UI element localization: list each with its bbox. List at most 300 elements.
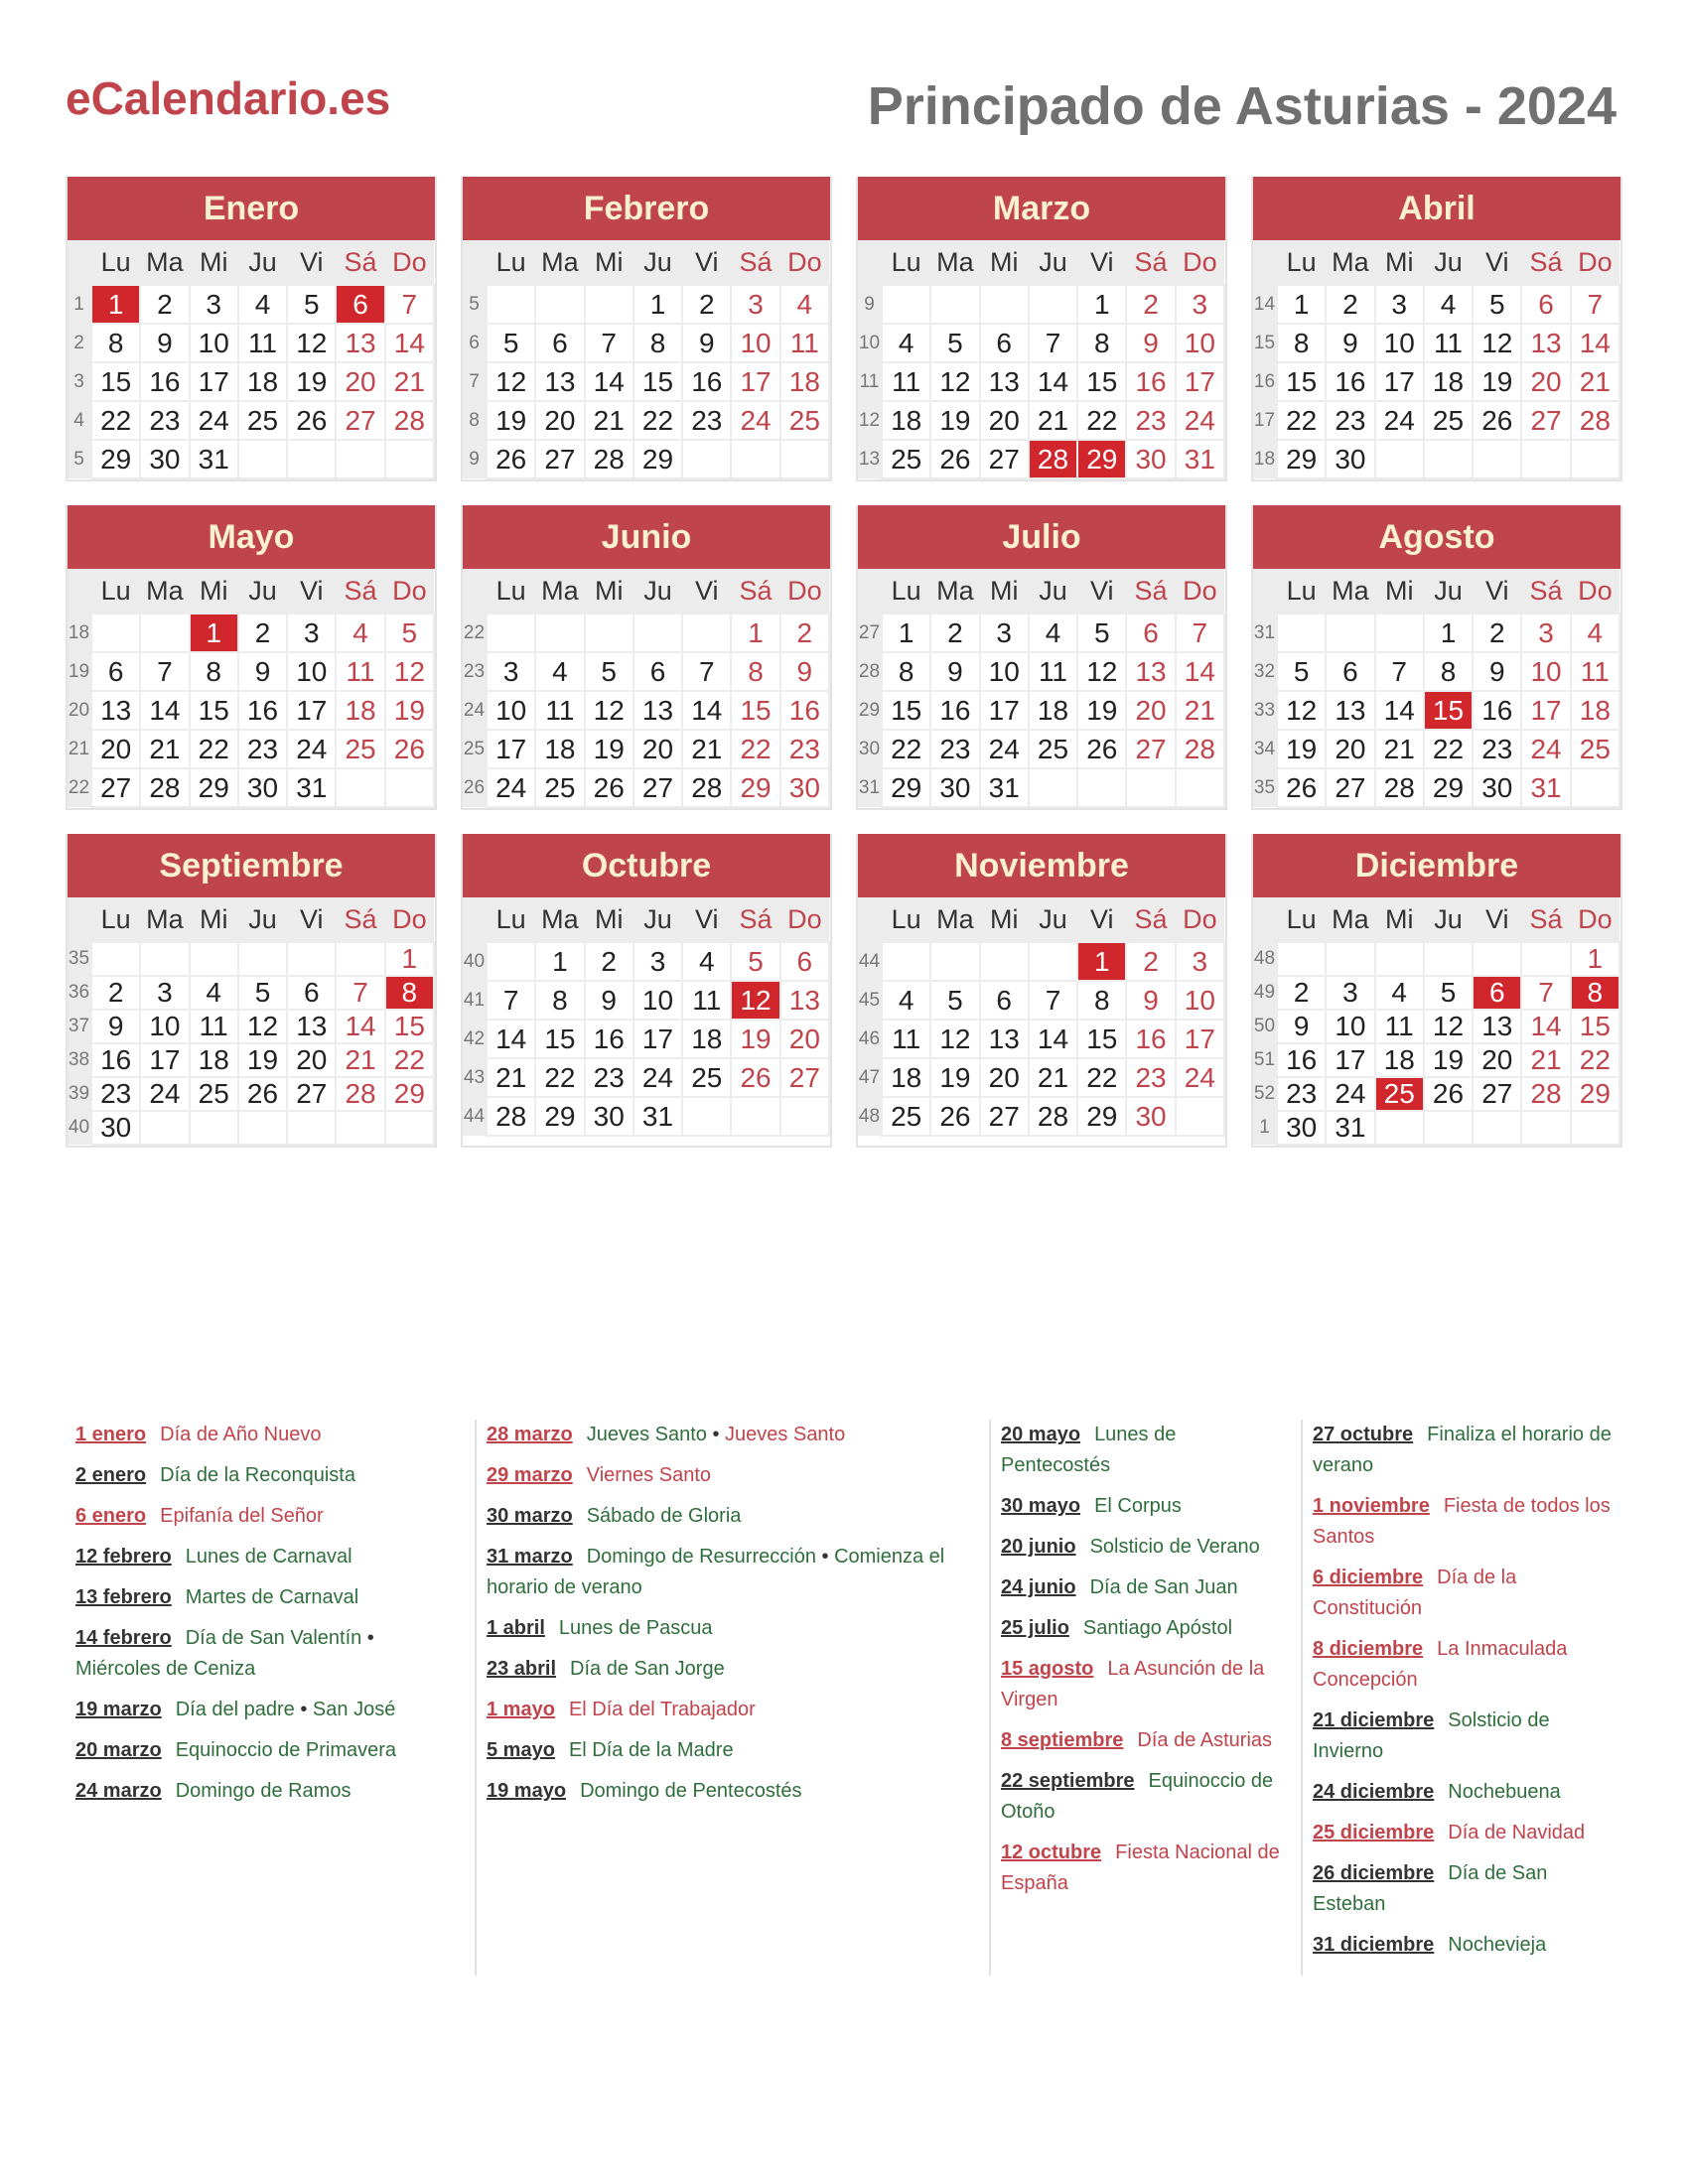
day-cell[interactable]: 20 (980, 401, 1029, 440)
day-cell[interactable]: 14 (1029, 1020, 1077, 1058)
holiday-date[interactable]: 31 marzo (487, 1546, 573, 1568)
day-cell[interactable]: 6 (535, 324, 584, 362)
day-cell[interactable]: 18 (882, 1058, 930, 1097)
day-cell[interactable]: 17 (190, 362, 238, 401)
day-cell[interactable]: 16 (91, 1043, 140, 1077)
day-cell[interactable]: 12 (1077, 652, 1126, 691)
day-cell[interactable]: 8 (1077, 981, 1126, 1020)
day-cell[interactable]: 20 (1473, 1043, 1521, 1077)
day-cell[interactable]: 18 (336, 691, 384, 730)
day-cell[interactable]: 25 (1424, 401, 1473, 440)
day-cell[interactable]: 2 (682, 285, 731, 324)
day-cell[interactable]: 7 (1571, 285, 1619, 324)
day-cell[interactable]: 10 (1375, 324, 1424, 362)
day-cell[interactable]: 3 (140, 976, 189, 1010)
day-cell[interactable]: 23 (930, 730, 979, 768)
day-cell[interactable]: 28 (385, 401, 434, 440)
day-cell[interactable]: 5 (1077, 614, 1126, 652)
day-cell[interactable]: 24 (1521, 730, 1570, 768)
day-cell[interactable]: 11 (1029, 652, 1077, 691)
holiday-date[interactable]: 1 mayo (487, 1699, 555, 1720)
day-cell[interactable]: 30 (780, 768, 829, 807)
holiday-date[interactable]: 12 octubre (1001, 1842, 1102, 1863)
day-cell[interactable]: 29 (1277, 440, 1326, 478)
day-cell[interactable]: 5 (731, 942, 779, 981)
day-cell[interactable]: 1 (731, 614, 779, 652)
day-cell[interactable]: 22 (1077, 401, 1126, 440)
day-cell[interactable]: 12 (930, 1020, 979, 1058)
day-cell[interactable]: 17 (633, 1020, 682, 1058)
day-cell[interactable]: 25 (190, 1077, 238, 1111)
day-cell[interactable]: 14 (336, 1010, 384, 1043)
day-cell[interactable]: 9 (682, 324, 731, 362)
day-cell[interactable]: 19 (287, 362, 336, 401)
day-cell[interactable]: 10 (1521, 652, 1570, 691)
day-cell[interactable]: 12 (1277, 691, 1326, 730)
day-cell[interactable]: 17 (980, 691, 1029, 730)
day-cell[interactable]: 29 (1077, 1097, 1126, 1136)
day-cell[interactable]: 14 (1375, 691, 1424, 730)
day-cell[interactable]: 15 (633, 362, 682, 401)
day-cell[interactable]: 15 (385, 1010, 434, 1043)
day-cell[interactable]: 7 (1029, 324, 1077, 362)
day-cell[interactable]: 22 (385, 1043, 434, 1077)
day-cell[interactable]: 25 (336, 730, 384, 768)
day-cell[interactable]: 20 (980, 1058, 1029, 1097)
day-cell[interactable]: 1 (385, 942, 434, 976)
day-cell[interactable]: 8 (1277, 324, 1326, 362)
holiday-date[interactable]: 30 marzo (487, 1505, 573, 1527)
day-cell[interactable]: 8 (385, 976, 434, 1010)
day-cell[interactable]: 14 (140, 691, 189, 730)
day-cell[interactable]: 2 (238, 614, 287, 652)
day-cell[interactable]: 19 (1424, 1043, 1473, 1077)
day-cell[interactable]: 11 (780, 324, 829, 362)
day-cell[interactable]: 13 (1326, 691, 1374, 730)
day-cell[interactable]: 29 (1077, 440, 1126, 478)
day-cell[interactable]: 29 (535, 1097, 584, 1136)
day-cell[interactable]: 21 (1029, 401, 1077, 440)
day-cell[interactable]: 6 (980, 981, 1029, 1020)
day-cell[interactable]: 3 (731, 285, 779, 324)
day-cell[interactable]: 16 (1277, 1043, 1326, 1077)
day-cell[interactable]: 6 (336, 285, 384, 324)
day-cell[interactable]: 29 (731, 768, 779, 807)
day-cell[interactable]: 21 (1176, 691, 1224, 730)
day-cell[interactable]: 28 (682, 768, 731, 807)
day-cell[interactable]: 19 (1077, 691, 1126, 730)
day-cell[interactable]: 1 (1077, 942, 1126, 981)
day-cell[interactable]: 16 (930, 691, 979, 730)
holiday-date[interactable]: 28 marzo (487, 1424, 573, 1445)
day-cell[interactable]: 14 (585, 362, 633, 401)
day-cell[interactable]: 16 (1473, 691, 1521, 730)
day-cell[interactable]: 5 (930, 324, 979, 362)
day-cell[interactable]: 15 (731, 691, 779, 730)
day-cell[interactable]: 2 (91, 976, 140, 1010)
holiday-date[interactable]: 6 enero (75, 1505, 147, 1527)
day-cell[interactable]: 17 (140, 1043, 189, 1077)
holiday-date[interactable]: 24 diciembre (1313, 1781, 1435, 1803)
day-cell[interactable]: 28 (585, 440, 633, 478)
day-cell[interactable]: 12 (930, 362, 979, 401)
day-cell[interactable]: 16 (1326, 362, 1374, 401)
holiday-date[interactable]: 2 enero (75, 1464, 147, 1486)
day-cell[interactable]: 13 (287, 1010, 336, 1043)
day-cell[interactable]: 26 (1277, 768, 1326, 807)
day-cell[interactable]: 2 (1277, 976, 1326, 1010)
day-cell[interactable]: 30 (585, 1097, 633, 1136)
day-cell[interactable]: 30 (930, 768, 979, 807)
holiday-date[interactable]: 27 octubre (1313, 1424, 1414, 1445)
day-cell[interactable]: 8 (535, 981, 584, 1020)
day-cell[interactable]: 13 (91, 691, 140, 730)
day-cell[interactable]: 4 (336, 614, 384, 652)
day-cell[interactable]: 31 (1176, 440, 1224, 478)
day-cell[interactable]: 10 (190, 324, 238, 362)
day-cell[interactable]: 12 (1473, 324, 1521, 362)
day-cell[interactable]: 10 (487, 691, 535, 730)
day-cell[interactable]: 28 (487, 1097, 535, 1136)
day-cell[interactable]: 4 (682, 942, 731, 981)
day-cell[interactable]: 8 (633, 324, 682, 362)
day-cell[interactable]: 23 (1326, 401, 1374, 440)
day-cell[interactable]: 30 (1277, 1111, 1326, 1145)
day-cell[interactable]: 9 (140, 324, 189, 362)
day-cell[interactable]: 3 (1176, 942, 1224, 981)
day-cell[interactable]: 9 (1277, 1010, 1326, 1043)
day-cell[interactable]: 27 (980, 1097, 1029, 1136)
day-cell[interactable]: 7 (1521, 976, 1570, 1010)
day-cell[interactable]: 20 (780, 1020, 829, 1058)
day-cell[interactable]: 15 (535, 1020, 584, 1058)
day-cell[interactable]: 29 (190, 768, 238, 807)
day-cell[interactable]: 6 (1126, 614, 1175, 652)
day-cell[interactable]: 27 (980, 440, 1029, 478)
day-cell[interactable]: 24 (140, 1077, 189, 1111)
day-cell[interactable]: 13 (1473, 1010, 1521, 1043)
day-cell[interactable]: 10 (731, 324, 779, 362)
day-cell[interactable]: 17 (1521, 691, 1570, 730)
day-cell[interactable]: 22 (1571, 1043, 1619, 1077)
day-cell[interactable]: 6 (633, 652, 682, 691)
day-cell[interactable]: 19 (385, 691, 434, 730)
day-cell[interactable]: 7 (487, 981, 535, 1020)
day-cell[interactable]: 19 (1277, 730, 1326, 768)
day-cell[interactable]: 19 (1473, 362, 1521, 401)
day-cell[interactable]: 13 (1126, 652, 1175, 691)
day-cell[interactable]: 23 (682, 401, 731, 440)
day-cell[interactable]: 15 (882, 691, 930, 730)
day-cell[interactable]: 8 (1424, 652, 1473, 691)
day-cell[interactable]: 6 (780, 942, 829, 981)
day-cell[interactable]: 15 (1277, 362, 1326, 401)
day-cell[interactable]: 14 (1521, 1010, 1570, 1043)
day-cell[interactable]: 9 (780, 652, 829, 691)
day-cell[interactable]: 9 (1126, 324, 1175, 362)
holiday-date[interactable]: 15 agosto (1001, 1658, 1094, 1680)
day-cell[interactable]: 19 (731, 1020, 779, 1058)
day-cell[interactable]: 12 (1424, 1010, 1473, 1043)
day-cell[interactable]: 29 (385, 1077, 434, 1111)
day-cell[interactable]: 27 (336, 401, 384, 440)
day-cell[interactable]: 1 (1424, 614, 1473, 652)
holiday-date[interactable]: 25 julio (1001, 1617, 1069, 1639)
day-cell[interactable]: 18 (535, 730, 584, 768)
day-cell[interactable]: 20 (336, 362, 384, 401)
day-cell[interactable]: 31 (287, 768, 336, 807)
day-cell[interactable]: 29 (1424, 768, 1473, 807)
day-cell[interactable]: 21 (1029, 1058, 1077, 1097)
day-cell[interactable]: 2 (140, 285, 189, 324)
day-cell[interactable]: 4 (190, 976, 238, 1010)
day-cell[interactable]: 7 (1029, 981, 1077, 1020)
day-cell[interactable]: 17 (1375, 362, 1424, 401)
day-cell[interactable]: 27 (633, 768, 682, 807)
day-cell[interactable]: 28 (1029, 1097, 1077, 1136)
day-cell[interactable]: 22 (731, 730, 779, 768)
day-cell[interactable]: 29 (882, 768, 930, 807)
day-cell[interactable]: 21 (336, 1043, 384, 1077)
day-cell[interactable]: 20 (1521, 362, 1570, 401)
day-cell[interactable]: 22 (190, 730, 238, 768)
holiday-date[interactable]: 25 diciembre (1313, 1822, 1435, 1843)
day-cell[interactable]: 4 (1424, 285, 1473, 324)
day-cell[interactable]: 15 (1077, 1020, 1126, 1058)
day-cell[interactable]: 15 (91, 362, 140, 401)
day-cell[interactable]: 24 (1375, 401, 1424, 440)
holiday-date[interactable]: 1 enero (75, 1424, 147, 1445)
day-cell[interactable]: 12 (731, 981, 779, 1020)
day-cell[interactable]: 1 (535, 942, 584, 981)
day-cell[interactable]: 13 (780, 981, 829, 1020)
day-cell[interactable]: 28 (1029, 440, 1077, 478)
day-cell[interactable]: 4 (535, 652, 584, 691)
day-cell[interactable]: 31 (633, 1097, 682, 1136)
holiday-date[interactable]: 30 mayo (1001, 1495, 1081, 1517)
day-cell[interactable]: 1 (1277, 285, 1326, 324)
day-cell[interactable]: 6 (1326, 652, 1374, 691)
day-cell[interactable]: 9 (930, 652, 979, 691)
day-cell[interactable]: 27 (535, 440, 584, 478)
day-cell[interactable]: 3 (190, 285, 238, 324)
day-cell[interactable]: 11 (535, 691, 584, 730)
holiday-date[interactable]: 1 noviembre (1313, 1495, 1430, 1517)
day-cell[interactable]: 18 (1571, 691, 1619, 730)
day-cell[interactable]: 26 (930, 440, 979, 478)
day-cell[interactable]: 9 (1326, 324, 1374, 362)
day-cell[interactable]: 9 (91, 1010, 140, 1043)
day-cell[interactable]: 27 (1126, 730, 1175, 768)
holiday-date[interactable]: 19 mayo (487, 1780, 567, 1802)
day-cell[interactable]: 25 (882, 440, 930, 478)
day-cell[interactable]: 16 (140, 362, 189, 401)
day-cell[interactable]: 11 (190, 1010, 238, 1043)
day-cell[interactable]: 26 (487, 440, 535, 478)
day-cell[interactable]: 9 (238, 652, 287, 691)
day-cell[interactable]: 5 (238, 976, 287, 1010)
day-cell[interactable]: 11 (1375, 1010, 1424, 1043)
holiday-date[interactable]: 1 abril (487, 1617, 545, 1639)
day-cell[interactable]: 15 (1077, 362, 1126, 401)
day-cell[interactable]: 10 (980, 652, 1029, 691)
holiday-date[interactable]: 20 junio (1001, 1536, 1076, 1558)
day-cell[interactable]: 15 (190, 691, 238, 730)
day-cell[interactable]: 26 (385, 730, 434, 768)
day-cell[interactable]: 14 (1176, 652, 1224, 691)
day-cell[interactable]: 15 (1571, 1010, 1619, 1043)
day-cell[interactable]: 26 (731, 1058, 779, 1097)
day-cell[interactable]: 18 (682, 1020, 731, 1058)
day-cell[interactable]: 1 (882, 614, 930, 652)
day-cell[interactable]: 30 (1326, 440, 1374, 478)
day-cell[interactable]: 21 (385, 362, 434, 401)
day-cell[interactable]: 18 (238, 362, 287, 401)
day-cell[interactable]: 1 (1077, 285, 1126, 324)
day-cell[interactable]: 11 (1571, 652, 1619, 691)
day-cell[interactable]: 5 (1424, 976, 1473, 1010)
day-cell[interactable]: 11 (682, 981, 731, 1020)
day-cell[interactable]: 1 (633, 285, 682, 324)
holiday-date[interactable]: 21 diciembre (1313, 1709, 1435, 1731)
day-cell[interactable]: 13 (1521, 324, 1570, 362)
day-cell[interactable]: 23 (780, 730, 829, 768)
day-cell[interactable]: 26 (287, 401, 336, 440)
day-cell[interactable]: 8 (190, 652, 238, 691)
day-cell[interactable]: 26 (1473, 401, 1521, 440)
day-cell[interactable]: 20 (1326, 730, 1374, 768)
day-cell[interactable]: 10 (1176, 324, 1224, 362)
day-cell[interactable]: 24 (287, 730, 336, 768)
day-cell[interactable]: 24 (980, 730, 1029, 768)
day-cell[interactable]: 5 (385, 614, 434, 652)
day-cell[interactable]: 24 (487, 768, 535, 807)
day-cell[interactable]: 21 (682, 730, 731, 768)
day-cell[interactable]: 19 (585, 730, 633, 768)
day-cell[interactable]: 16 (1126, 362, 1175, 401)
day-cell[interactable]: 27 (287, 1077, 336, 1111)
day-cell[interactable]: 2 (1326, 285, 1374, 324)
day-cell[interactable]: 29 (633, 440, 682, 478)
day-cell[interactable]: 23 (1473, 730, 1521, 768)
day-cell[interactable]: 20 (633, 730, 682, 768)
day-cell[interactable]: 5 (487, 324, 535, 362)
day-cell[interactable]: 27 (1473, 1077, 1521, 1111)
day-cell[interactable]: 18 (1424, 362, 1473, 401)
holiday-date[interactable]: 20 mayo (1001, 1424, 1081, 1445)
day-cell[interactable]: 14 (1029, 362, 1077, 401)
day-cell[interactable]: 21 (1521, 1043, 1570, 1077)
day-cell[interactable]: 2 (930, 614, 979, 652)
day-cell[interactable]: 11 (1424, 324, 1473, 362)
holiday-date[interactable]: 12 febrero (75, 1546, 172, 1568)
day-cell[interactable]: 25 (535, 768, 584, 807)
day-cell[interactable]: 31 (980, 768, 1029, 807)
holiday-date[interactable]: 24 junio (1001, 1576, 1076, 1598)
day-cell[interactable]: 16 (682, 362, 731, 401)
day-cell[interactable]: 27 (780, 1058, 829, 1097)
day-cell[interactable]: 1 (1571, 942, 1619, 976)
day-cell[interactable]: 12 (585, 691, 633, 730)
holiday-date[interactable]: 22 septiembre (1001, 1770, 1135, 1792)
day-cell[interactable]: 10 (1176, 981, 1224, 1020)
day-cell[interactable]: 22 (535, 1058, 584, 1097)
day-cell[interactable]: 25 (1375, 1077, 1424, 1111)
day-cell[interactable]: 12 (487, 362, 535, 401)
day-cell[interactable]: 12 (287, 324, 336, 362)
day-cell[interactable]: 29 (91, 440, 140, 478)
day-cell[interactable]: 30 (1473, 768, 1521, 807)
day-cell[interactable]: 13 (980, 1020, 1029, 1058)
day-cell[interactable]: 22 (91, 401, 140, 440)
day-cell[interactable]: 5 (1277, 652, 1326, 691)
day-cell[interactable]: 7 (140, 652, 189, 691)
day-cell[interactable]: 30 (238, 768, 287, 807)
day-cell[interactable]: 14 (682, 691, 731, 730)
day-cell[interactable]: 10 (287, 652, 336, 691)
day-cell[interactable]: 26 (1424, 1077, 1473, 1111)
day-cell[interactable]: 19 (930, 1058, 979, 1097)
day-cell[interactable]: 7 (585, 324, 633, 362)
day-cell[interactable]: 8 (1571, 976, 1619, 1010)
day-cell[interactable]: 24 (190, 401, 238, 440)
day-cell[interactable]: 15 (1424, 691, 1473, 730)
holiday-date[interactable]: 14 febrero (75, 1627, 172, 1649)
day-cell[interactable]: 31 (1326, 1111, 1374, 1145)
day-cell[interactable]: 18 (1029, 691, 1077, 730)
day-cell[interactable]: 3 (487, 652, 535, 691)
day-cell[interactable]: 2 (1126, 942, 1175, 981)
day-cell[interactable]: 27 (1521, 401, 1570, 440)
day-cell[interactable]: 11 (882, 362, 930, 401)
day-cell[interactable]: 28 (1571, 401, 1619, 440)
day-cell[interactable]: 10 (633, 981, 682, 1020)
day-cell[interactable]: 4 (780, 285, 829, 324)
day-cell[interactable]: 13 (336, 324, 384, 362)
day-cell[interactable]: 25 (780, 401, 829, 440)
day-cell[interactable]: 6 (1521, 285, 1570, 324)
day-cell[interactable]: 22 (1277, 401, 1326, 440)
day-cell[interactable]: 30 (1126, 440, 1175, 478)
day-cell[interactable]: 26 (1077, 730, 1126, 768)
day-cell[interactable]: 29 (1571, 1077, 1619, 1111)
day-cell[interactable]: 4 (1375, 976, 1424, 1010)
day-cell[interactable]: 20 (535, 401, 584, 440)
day-cell[interactable]: 7 (336, 976, 384, 1010)
day-cell[interactable]: 14 (1571, 324, 1619, 362)
holiday-date[interactable]: 26 diciembre (1313, 1862, 1435, 1884)
day-cell[interactable]: 3 (1521, 614, 1570, 652)
day-cell[interactable]: 20 (91, 730, 140, 768)
day-cell[interactable]: 28 (140, 768, 189, 807)
day-cell[interactable]: 14 (385, 324, 434, 362)
day-cell[interactable]: 24 (1176, 1058, 1224, 1097)
day-cell[interactable]: 6 (91, 652, 140, 691)
day-cell[interactable]: 17 (731, 362, 779, 401)
day-cell[interactable]: 25 (682, 1058, 731, 1097)
holiday-date[interactable]: 24 marzo (75, 1780, 162, 1802)
day-cell[interactable]: 27 (91, 768, 140, 807)
day-cell[interactable]: 13 (633, 691, 682, 730)
day-cell[interactable]: 9 (1126, 981, 1175, 1020)
day-cell[interactable]: 17 (287, 691, 336, 730)
day-cell[interactable]: 3 (287, 614, 336, 652)
day-cell[interactable]: 3 (633, 942, 682, 981)
day-cell[interactable]: 3 (1176, 285, 1224, 324)
day-cell[interactable]: 21 (1375, 730, 1424, 768)
day-cell[interactable]: 18 (780, 362, 829, 401)
day-cell[interactable]: 5 (1473, 285, 1521, 324)
